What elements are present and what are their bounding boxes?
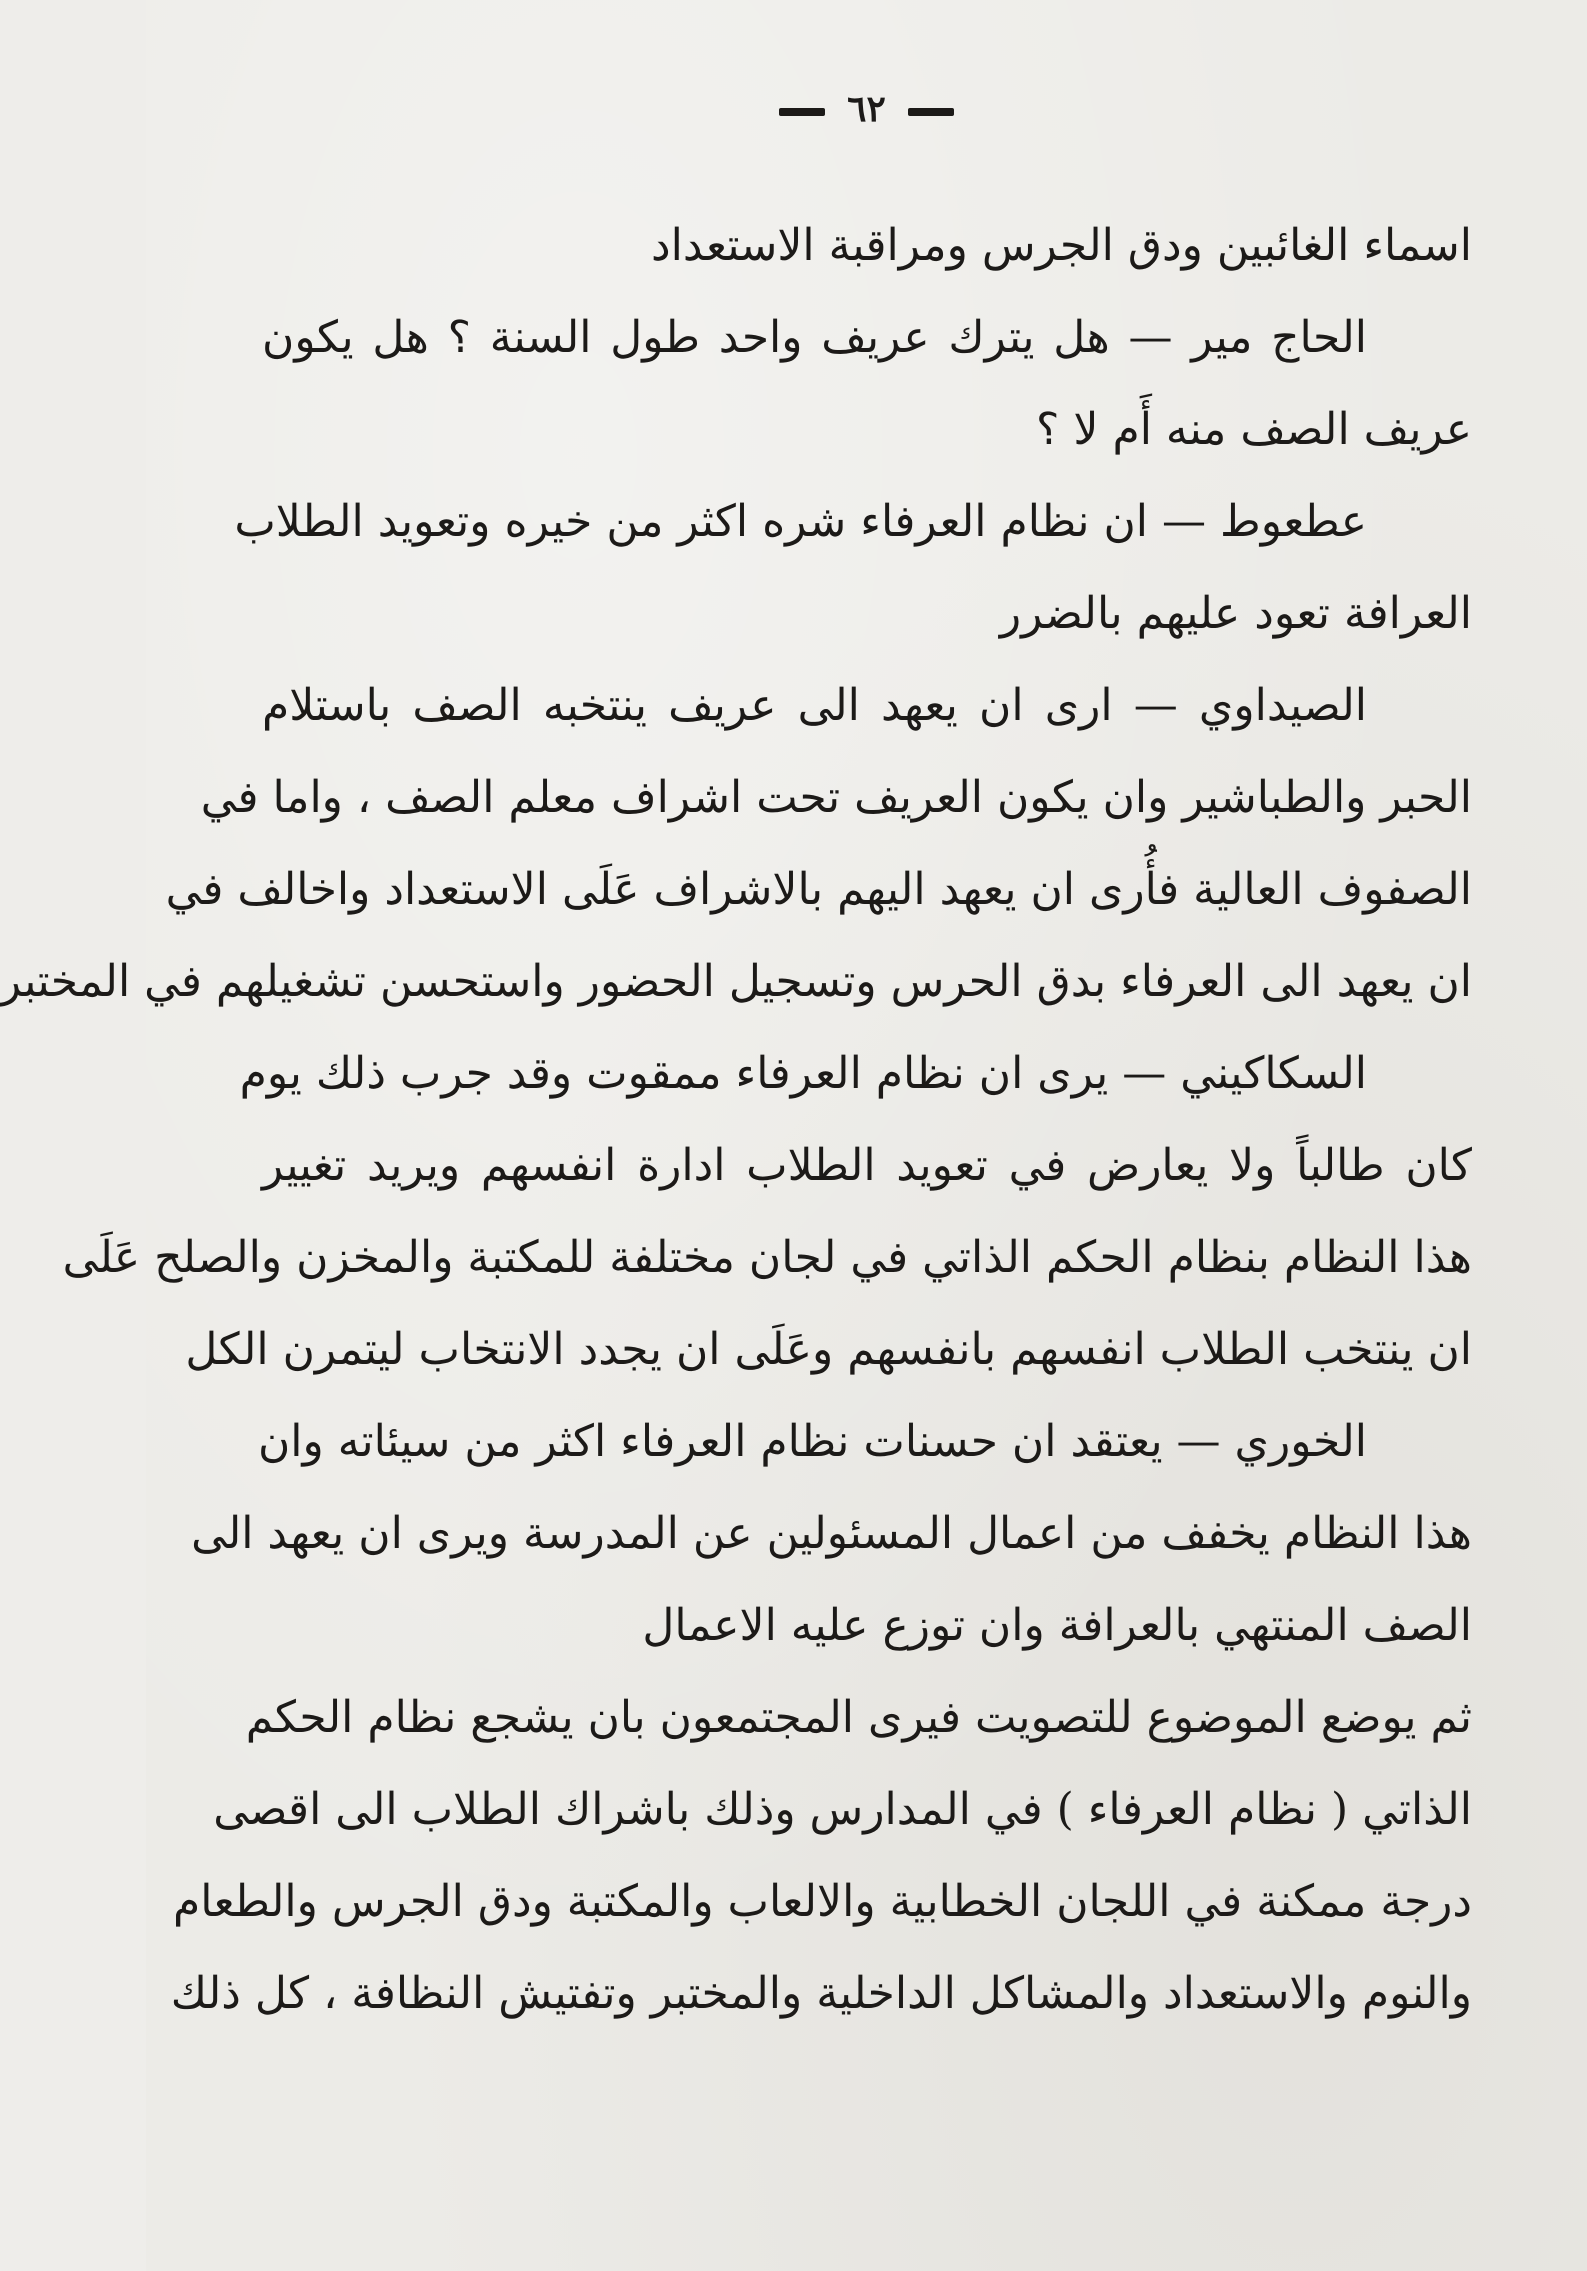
text-line: الذاتي ( نظام العرفاء ) في المدارس وذلك باشراك الطلاب الى اقصى [213, 1784, 1472, 1835]
text-line: ثم يوضع الموضوع للتصويت فيرى المجتمعون بان يشجع نظام الحكم [245, 1692, 1472, 1743]
text-line: هذا النظام بنظام الحكم الذاتي في لجان مختلفة للمكتبة والمخزن والصلح عَلَى [62, 1232, 1472, 1283]
page-number: ٦٢ [847, 88, 886, 130]
text-line: الحبر والطباشير وان يكون العريف تحت اشراف معلم الصف ، واما في [200, 772, 1472, 823]
text-line: السكاكيني — يرى ان نظام العرفاء ممقوت وقد جرب ذلك يوم [239, 1048, 1367, 1099]
text-line: والنوم والاستعداد والمشاكل الداخلية والمختبر وتفتيش النظافة ، كل ذلك [170, 1968, 1472, 2019]
text-line: العرافة تعود عليهم بالضرر [999, 588, 1472, 639]
text-line: الصفوف العالية فأُرى ان يعهد اليهم بالاشراف عَلَى الاستعداد واخالف في [165, 864, 1472, 915]
left-dash-ornament [779, 108, 825, 116]
text-line: ان يعهد الى العرفاء بدق الحرس وتسجيل الحضور واستحسن تشغيلهم في المختبر [0, 956, 1472, 1007]
text-line: هذا النظام يخفف من اعمال المسئولين عن المدرسة ويرى ان يعهد الى [191, 1508, 1472, 1559]
text-line: الحاج مير — هل يترك عريف واحد طول السنة ؟ هل يكون [262, 312, 1367, 363]
right-dash-ornament [908, 108, 954, 116]
text-line: ان ينتخب الطلاب انفسهم بانفسهم وعَلَى ان يجدد الانتخاب ليتمرن الكل [185, 1324, 1472, 1375]
page-header [146, 88, 1587, 130]
text-line: اسماء الغائبين ودق الجرس ومراقبة الاستعداد [651, 220, 1472, 271]
text-line: الخوري — يعتقد ان حسنات نظام العرفاء اكثر من سيئاته وان [257, 1416, 1367, 1467]
text-line: الصيداوي — ارى ان يعهد الى عريف ينتخبه الصف باستلام [262, 680, 1367, 731]
text-line: الصف المنتهي بالعرافة وان توزع عليه الاعمال [642, 1600, 1472, 1651]
text-line: عريف الصف منه أَم لا ؟ [1036, 404, 1472, 455]
text-line: عطعوط — ان نظام العرفاء شره اكثر من خيره وتعويد الطلاب [234, 496, 1367, 547]
text-line: كان طالباً ولا يعارض في تعويد الطلاب ادارة انفسهم ويريد تغيير [262, 1140, 1472, 1191]
text-line: درجة ممكنة في اللجان الخطابية والالعاب والمكتبة ودق الجرس والطعام [173, 1876, 1472, 1927]
body-text [0, 200, 1472, 2040]
